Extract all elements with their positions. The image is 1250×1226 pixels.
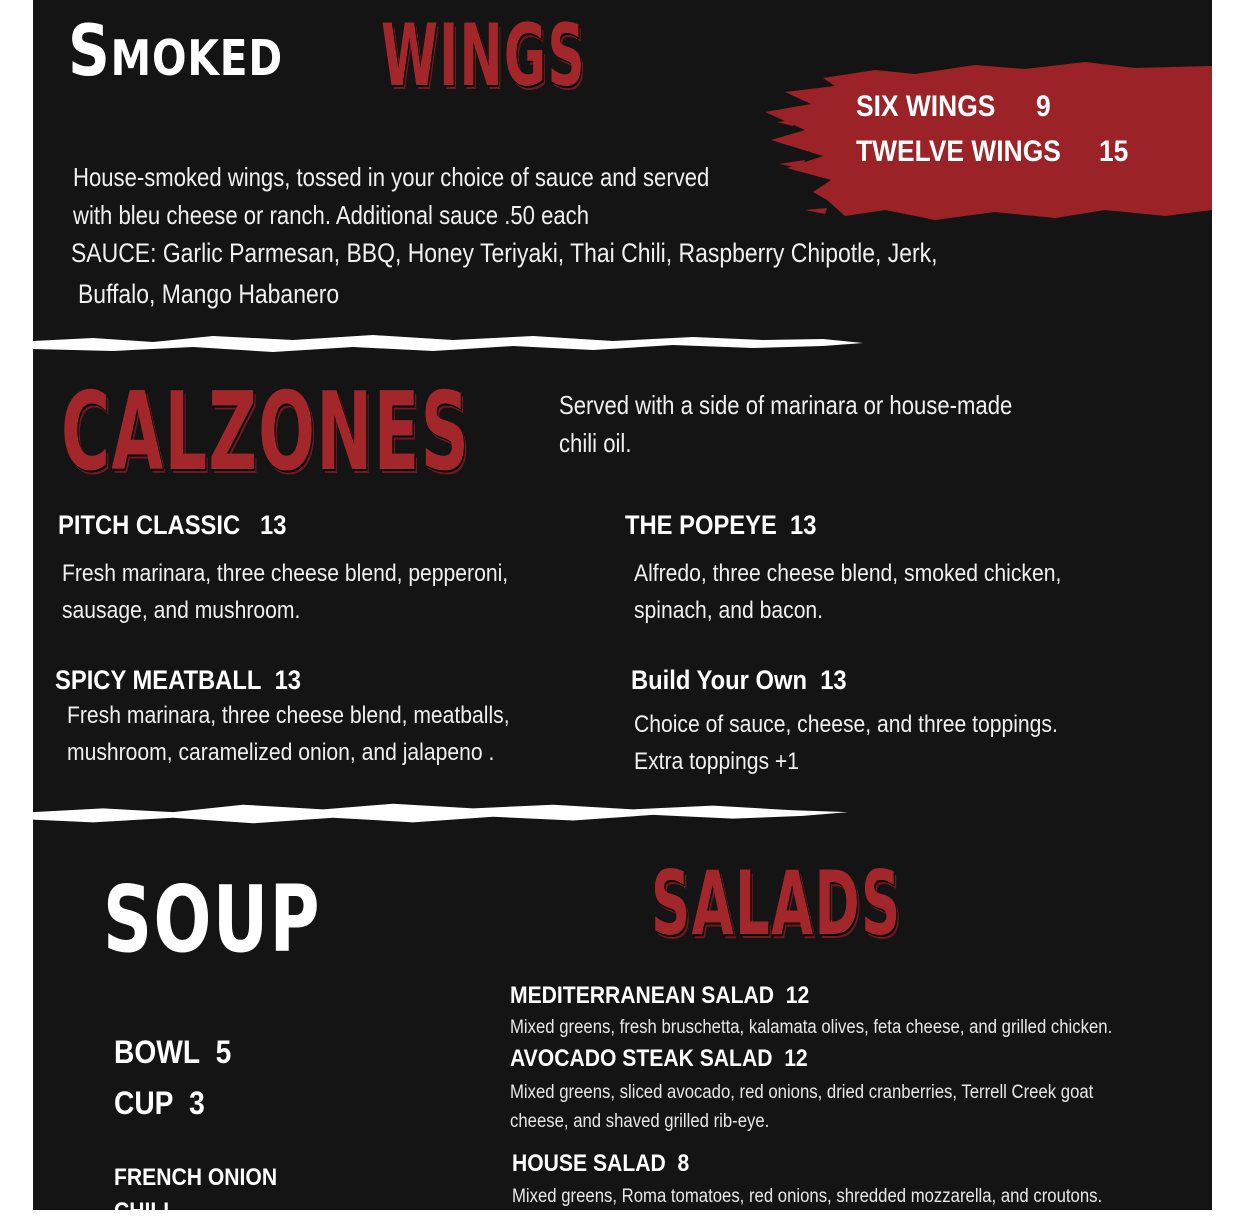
- salad-price: 12: [785, 982, 810, 1009]
- wings-title-red: WINGS: [381, 6, 586, 106]
- calzone-item-title: [55, 665, 301, 696]
- calzone-item-title: [631, 665, 847, 696]
- salad-price: 12: [784, 1045, 808, 1072]
- salad-name: MEDITERRANEAN SALAD: [510, 982, 774, 1009]
- six-wings-label: SIX WINGS: [856, 90, 996, 123]
- soup-bowl: [114, 1034, 231, 1071]
- wings-sauce-line-2: Buffalo, Mango Habanero: [78, 279, 340, 309]
- calzone-price: 13: [259, 510, 287, 540]
- brush-divider-middle: [33, 801, 853, 827]
- calzone-item-title: [58, 510, 286, 541]
- menu-page: [33, 0, 1212, 1225]
- calzone-item-description: Fresh marinara, three cheese blend, meatballs, mushroom, caramelized onion, and jalapeno .: [67, 702, 510, 767]
- salad-name: AVOCADO STEAK SALAD: [510, 1045, 773, 1072]
- calzone-price: 13: [274, 665, 302, 695]
- salad-item-title: [510, 1045, 808, 1073]
- twelve-wings-label: TWELVE WINGS: [856, 135, 1061, 168]
- salad-item-title: [512, 1150, 689, 1178]
- calzone-item-description: Choice of sauce, cheese, and three toppings. Extra toppings +1: [634, 711, 1058, 776]
- cup-price: 3: [189, 1085, 205, 1121]
- calzones-title: CALZONES: [61, 370, 471, 495]
- soup-flavor: FRENCH ONION: [114, 1164, 278, 1191]
- salads-title: SALADS: [651, 852, 902, 955]
- salad-item-description: Mixed greens, Roma tomatoes, red onions, shredded mozzarella, and croutons.: [512, 1186, 1103, 1207]
- wings-description-line-2: with bleu cheese or ranch. Additional sauce .50 each: [73, 200, 590, 230]
- twelve-wings-price: 15: [1099, 135, 1129, 168]
- calzone-item-description: Fresh marinara, three cheese blend, pepperoni, sausage, and mushroom.: [62, 560, 509, 625]
- wings-sauce-line-1: SAUCE: Garlic Parmesan, BBQ, Honey Teriyaki, Thai Chili, Raspberry Chipotle, Jerk,: [71, 238, 938, 268]
- soup-flavor: CHILI: [114, 1198, 170, 1225]
- salad-name: HOUSE SALAD: [512, 1150, 666, 1177]
- calzone-name: Build Your Own: [631, 665, 807, 695]
- bowl-price: 5: [215, 1034, 232, 1070]
- left-page-margin: [0, 0, 33, 1210]
- salad-item-description: Mixed greens, sliced avocado, red onions, dried cranberries, Terrell Creek goat cheese, and shaved grilled rib-eye.: [510, 1082, 1094, 1132]
- brush-divider-top: [33, 331, 868, 357]
- calzones-note-line-1: Served with a side of marinara or house-made: [559, 390, 1013, 420]
- calzone-name: SPICY MEATBALL: [55, 665, 262, 695]
- salad-price: 8: [677, 1150, 690, 1177]
- soup-title: SOUP: [103, 866, 322, 973]
- calzone-item-title: [625, 510, 816, 541]
- calzone-item-description: Alfredo, three cheese blend, smoked chicken, spinach, and bacon.: [634, 560, 1062, 625]
- calzone-name: THE POPEYE: [625, 510, 777, 540]
- bowl-label: BOWL: [114, 1034, 201, 1070]
- calzone-price: 13: [790, 510, 817, 540]
- calzone-price: 13: [820, 665, 847, 695]
- soup-cup: [114, 1085, 205, 1122]
- wings-description-line-1: House-smoked wings, tossed in your choice of sauce and served: [73, 162, 710, 192]
- six-wings-price: 9: [1036, 90, 1051, 123]
- calzone-name: PITCH CLASSIC: [58, 510, 241, 540]
- right-page-margin: [1212, 0, 1250, 1210]
- salad-item-title: [510, 982, 809, 1010]
- cup-label: CUP: [114, 1085, 174, 1121]
- salad-item-description: Mixed greens, fresh bruschetta, kalamata olives, feta cheese, and grilled chicken.: [510, 1017, 1113, 1038]
- wings-title-white: Smoked: [68, 10, 283, 92]
- calzones-note-line-2: chili oil.: [559, 428, 632, 458]
